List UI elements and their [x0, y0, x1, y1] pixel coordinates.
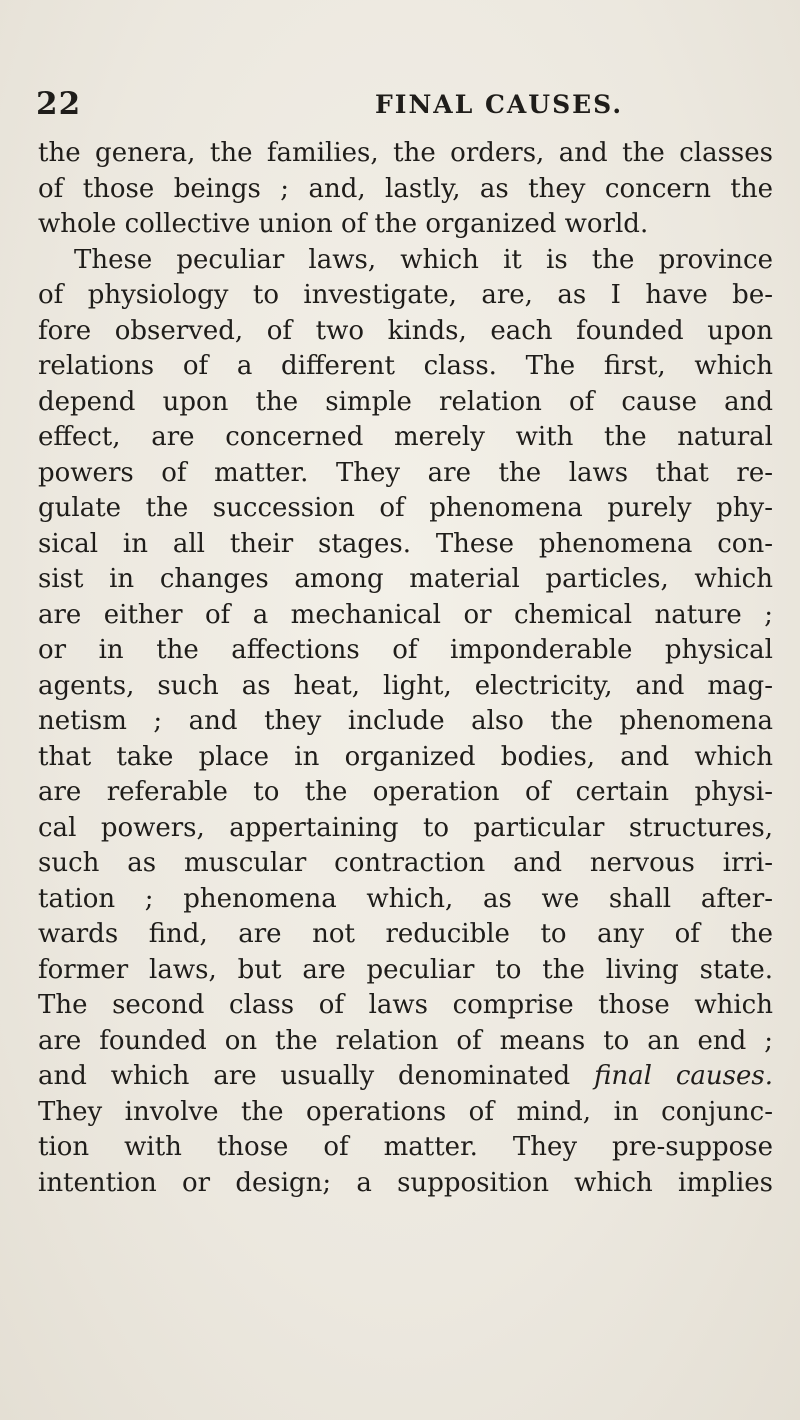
- text-line-with-italic: [38, 1059, 773, 1095]
- text-line: agents, such as heat, light, electricity, and mag-: [38, 670, 773, 701]
- text-line: netism ; and they include also the phenomena: [38, 706, 773, 736]
- running-title: FINAL CAUSES.: [375, 90, 624, 119]
- text-line: They involve the operations of mind, in conjunc-: [38, 1096, 773, 1127]
- text-line: tation ; phenomena which, as we shall after-: [38, 883, 773, 914]
- text-line: such as muscular contraction and nervous irri-: [38, 848, 773, 878]
- text-line: The second class of laws comprise those which: [38, 990, 773, 1020]
- text-line: of physiology to investigate, are, as I have be-: [38, 280, 773, 310]
- text-line: gulate the succession of phenomena purely phy-: [38, 493, 773, 523]
- text-line: sical in all their stages. These phenomena con-: [38, 528, 773, 559]
- italic-term: final causes.: [594, 1061, 773, 1091]
- text-line: tion with those of matter. They pre-suppose: [38, 1132, 773, 1162]
- text-line: sist in changes among material particles, which: [38, 564, 773, 594]
- paragraph-start-line: These peculiar laws, which it is the province: [74, 244, 773, 275]
- text-line: cal powers, appertaining to particular structures,: [38, 812, 773, 843]
- text-line: intention or design; a supposition which implies: [38, 1167, 773, 1198]
- text-line: are referable to the operation of certain physi-: [38, 777, 773, 807]
- text-line: effect, are concerned merely with the natural: [38, 422, 773, 452]
- text-line: or in the affections of imponderable physical: [38, 635, 773, 665]
- text-line: wards find, are not reducible to any of the: [38, 919, 773, 949]
- text-line: whole collective union of the organized world.: [38, 209, 649, 239]
- text-line: depend upon the simple relation of cause and: [38, 386, 773, 417]
- text-segment: and which are usually denominated: [38, 1061, 595, 1091]
- text-line: are either of a mechanical or chemical nature ;: [38, 599, 773, 630]
- text-line: of those beings ; and, lastly, as they concern the: [38, 173, 773, 204]
- text-line: former laws, but are peculiar to the living state.: [38, 954, 773, 985]
- text-line: the genera, the families, the orders, and the classes: [38, 138, 773, 168]
- text-line: are founded on the relation of means to an end ;: [38, 1025, 773, 1056]
- text-line: powers of matter. They are the laws that re-: [38, 457, 773, 488]
- text-line: fore observed, of two kinds, each founded upon: [38, 315, 773, 346]
- body-text: [38, 136, 773, 1201]
- page-header: [0, 86, 800, 126]
- text-line: relations of a different class. The first, which: [38, 351, 773, 381]
- text-line: that take place in organized bodies, and which: [38, 741, 773, 772]
- page-number: 22: [36, 86, 82, 122]
